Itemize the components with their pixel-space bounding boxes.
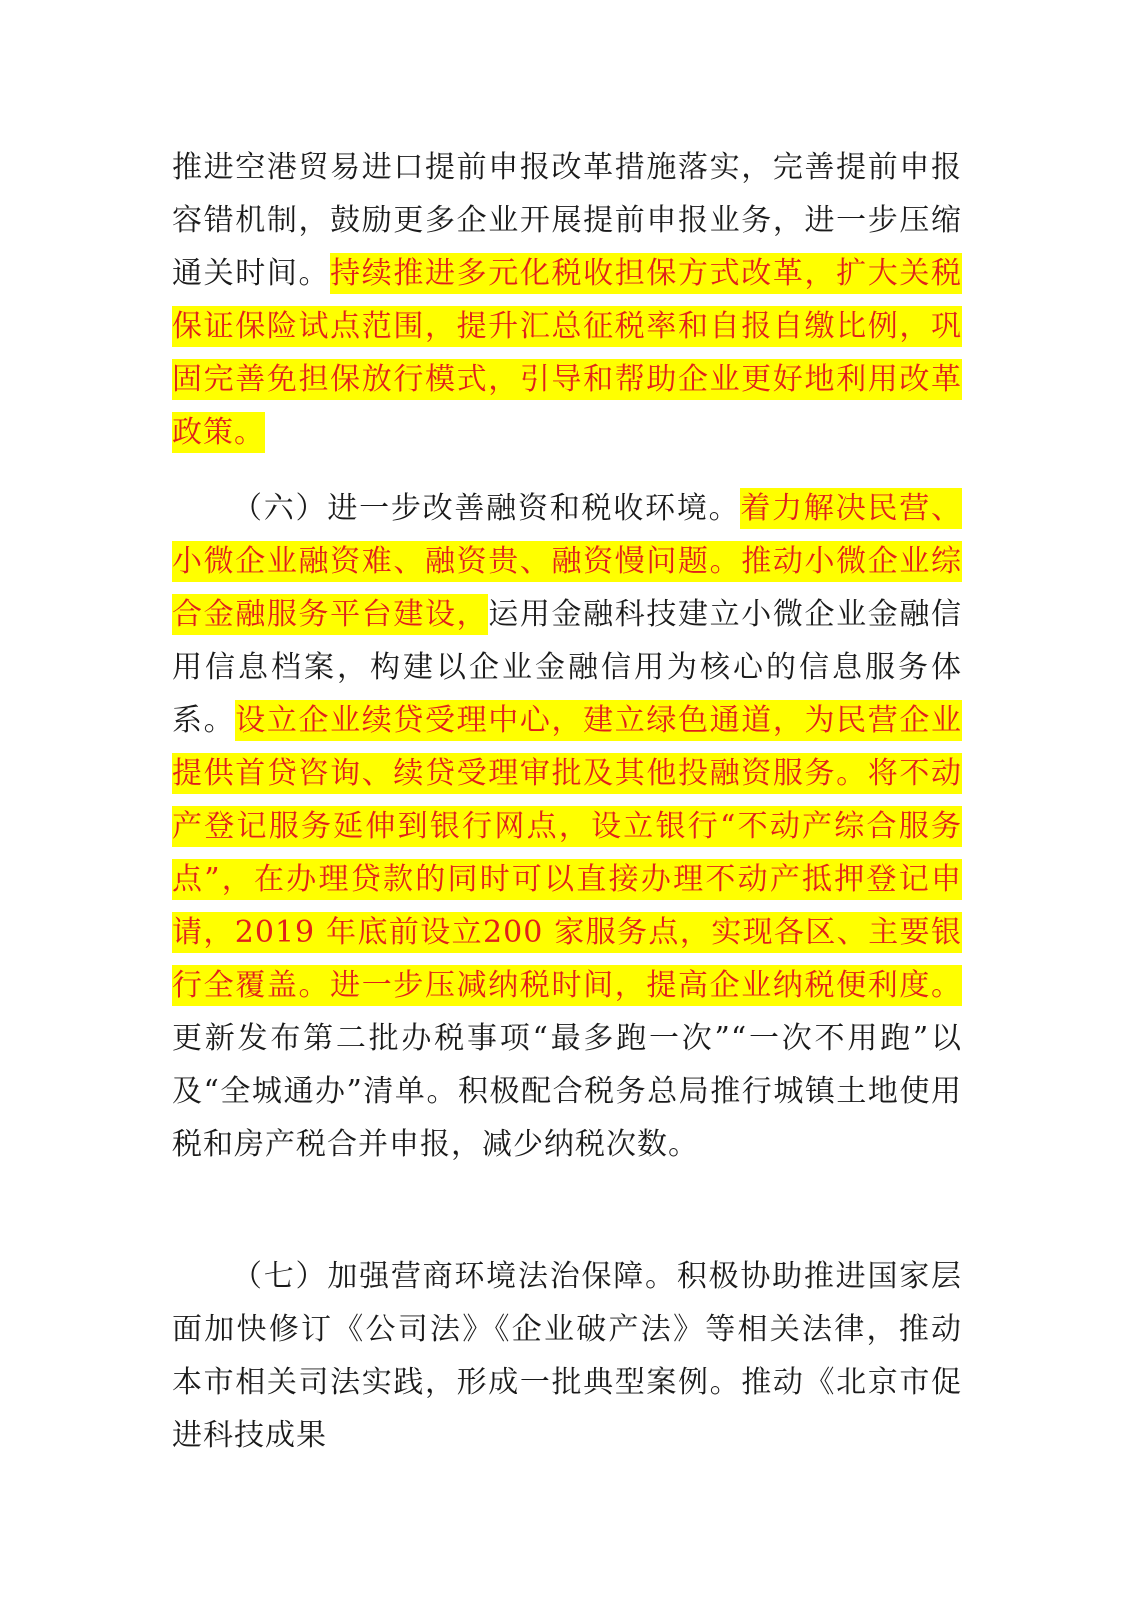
paragraph-legal-guarantee bbox=[172, 1250, 962, 1462]
text-segment: 更新发布第二批办税事项“最多跑一次”“一次不用跑”以及“全城通办”清单。积极配合税务总局推行城镇土地使用税和房产税合并申报，减少纳税次数。 bbox=[172, 1021, 962, 1162]
highlighted-text-segment: 设立企业续贷受理中心，建立绿色通道，为民营企业提供首贷咨询、续贷受理审批及其他投融资服务。将不动产登记服务延伸到银行网点，设立银行“不动产综合服务点”，在办理贷款的同时可以直接办理不动产抵押登记申请，2019 年底前设立200 家服务点，实现各区、主要银行全覆盖。进一步压减纳税时间，提高企业纳税便利度。 bbox=[172, 700, 962, 1006]
highlighted-text-segment: 持续推进多元化税收担保方式改革，扩大关税保证保险试点范围，提升汇总征税率和自报自缴比例，巩固完善免担保放行模式，引导和帮助企业更好地利用改革政策。 bbox=[172, 253, 962, 453]
section-heading-six: （六）进一步改善融资和税收环境。 bbox=[232, 491, 741, 526]
paragraph-customs-reform bbox=[172, 141, 962, 459]
highlighted-text-segment: 着力解决民营、小微企业融资难、融资贵、融资慢问题。推动小微企业综合金融服务平台建设， bbox=[172, 488, 962, 635]
paragraph-financing-tax bbox=[172, 482, 962, 1171]
text-segment: 推进空港贸易进口提前申报改革措施落实，完善提前申报容错机制，鼓励更多企业开展提前申报业务，进一步压缩通关时间。 bbox=[172, 150, 962, 291]
section-heading-seven: （七）加强营商环境法治保障。积极协助推进国家层面加快修订《公司法》《企业破产法》等相关法律，推动本市相关司法实践，形成一批典型案例。推动《北京市促进科技成果 bbox=[172, 1259, 962, 1453]
text-segment: 运用金融科技建立小微企业金融信用信息档案，构建以企业金融信用为核心的信息服务体系。 bbox=[172, 597, 962, 738]
